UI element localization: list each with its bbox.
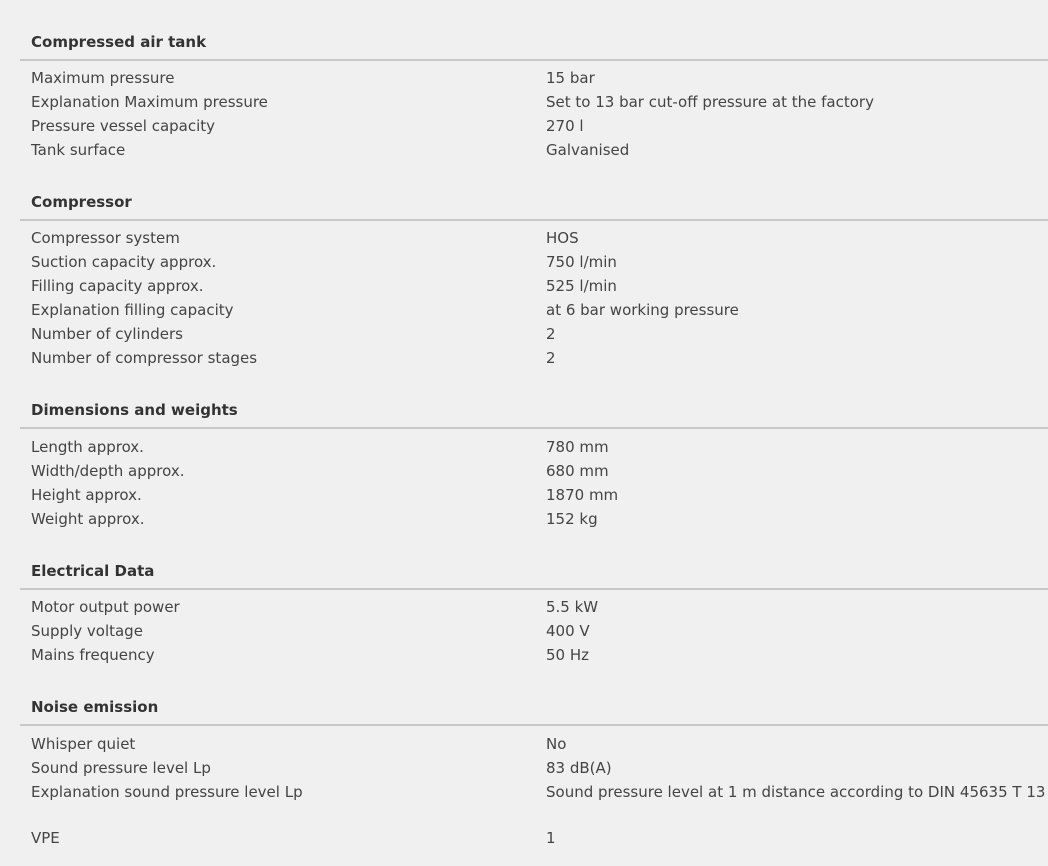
spec-value: 83 dB(A)	[546, 759, 612, 777]
spec-value: 50 Hz	[546, 646, 590, 664]
spec-value: Sound pressure level at 1 m distance according to DIN 45635 T 13	[546, 783, 1046, 801]
spec-label: Suction capacity approx.	[31, 253, 217, 271]
section-title: Compressor	[31, 193, 132, 211]
spec-value: 2	[546, 325, 556, 343]
spec-label: VPE	[31, 829, 60, 847]
section-title: Compressed air tank	[31, 33, 207, 51]
spec-label: Compressor system	[31, 229, 180, 247]
spec-label: Length approx.	[31, 438, 144, 456]
spec-label: Number of cylinders	[31, 325, 183, 343]
spec-row	[20, 437, 1048, 461]
section-title: Noise emission	[31, 698, 159, 716]
section-divider	[20, 59, 1048, 61]
spec-value: 750 l/min	[546, 253, 617, 271]
spec-row	[20, 116, 1048, 140]
section-divider	[20, 427, 1048, 429]
spec-label: Supply voltage	[31, 622, 143, 640]
spec-value: 1870 mm	[546, 486, 619, 504]
spec-row	[20, 597, 1048, 621]
spec-label: Filling capacity approx.	[31, 277, 204, 295]
spec-value: Galvanised	[546, 141, 630, 159]
spec-value: 400 V	[546, 622, 590, 640]
spec-label: Width/depth approx.	[31, 462, 185, 480]
spec-value: 270 l	[546, 117, 584, 135]
spec-value: No	[546, 735, 567, 753]
spec-label: Motor output power	[31, 598, 180, 616]
spec-label: Maximum pressure	[31, 69, 175, 87]
spec-row	[20, 782, 1048, 806]
spec-row	[20, 252, 1048, 276]
spec-label: Explanation filling capacity	[31, 301, 234, 319]
spec-value: 152 kg	[546, 510, 598, 528]
spec-label: Pressure vessel capacity	[31, 117, 216, 135]
spec-label: Sound pressure level Lp	[31, 759, 211, 777]
spec-label: Explanation sound pressure level Lp	[31, 783, 303, 801]
spec-row	[20, 348, 1048, 372]
spec-value: at 6 bar working pressure	[546, 301, 739, 319]
spec-row	[20, 68, 1048, 92]
spec-value: 5.5 kW	[546, 598, 599, 616]
spec-row	[20, 509, 1048, 533]
spec-label: Explanation Maximum pressure	[31, 93, 268, 111]
spec-value: 2	[546, 349, 556, 367]
spec-row	[20, 276, 1048, 300]
spec-label: Height approx.	[31, 486, 142, 504]
spec-value: Set to 13 bar cut-off pressure at the factory	[546, 93, 874, 111]
spec-value: 680 mm	[546, 462, 609, 480]
spec-row	[20, 734, 1048, 758]
spec-row	[20, 621, 1048, 645]
spec-label: Whisper quiet	[31, 735, 136, 753]
spec-row	[20, 140, 1048, 164]
spec-value: 780 mm	[546, 438, 609, 456]
spec-row	[20, 300, 1048, 324]
spec-row	[20, 92, 1048, 116]
spec-row	[20, 228, 1048, 252]
spec-row	[20, 461, 1048, 485]
spec-value: 1	[546, 829, 556, 847]
spec-value: HOS	[546, 229, 579, 247]
spec-label: Mains frequency	[31, 646, 155, 664]
spec-value: 15 bar	[546, 69, 595, 87]
spec-row	[20, 485, 1048, 509]
section-divider	[20, 724, 1048, 726]
section-divider	[20, 219, 1048, 221]
spec-row-vpe	[20, 828, 1048, 852]
spec-value: 525 l/min	[546, 277, 617, 295]
section-title: Electrical Data	[31, 562, 155, 580]
spec-label: Tank surface	[31, 141, 126, 159]
spec-label: Weight approx.	[31, 510, 145, 528]
spec-row	[20, 324, 1048, 348]
spec-row	[20, 758, 1048, 782]
section-title: Dimensions and weights	[31, 401, 238, 419]
spec-row	[20, 645, 1048, 669]
spec-label: Number of compressor stages	[31, 349, 258, 367]
section-divider	[20, 588, 1048, 590]
